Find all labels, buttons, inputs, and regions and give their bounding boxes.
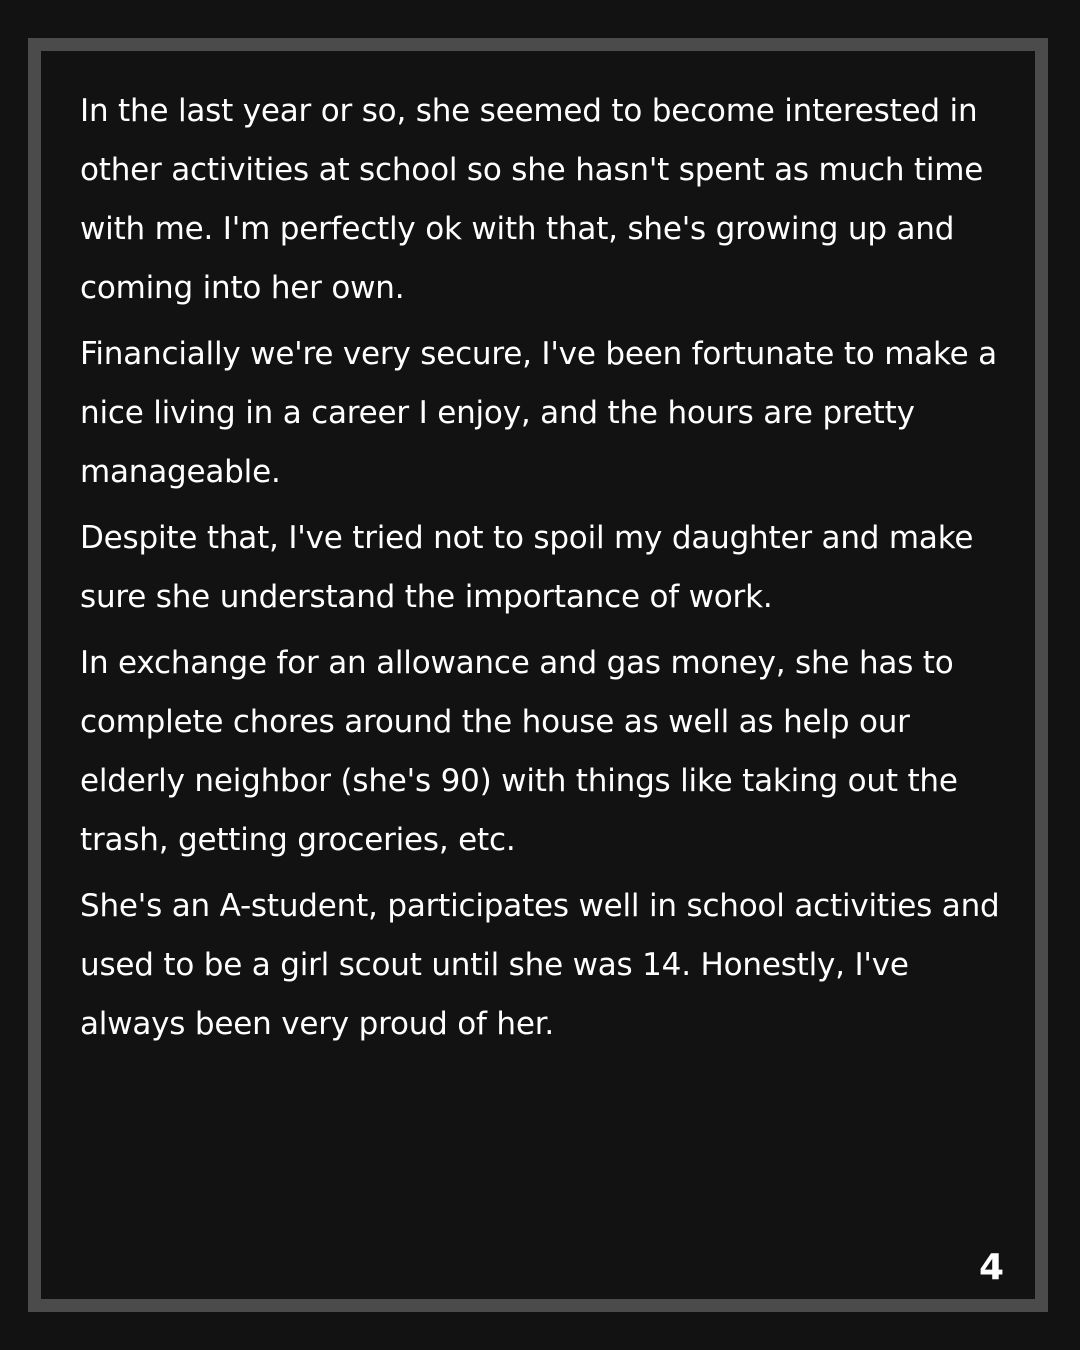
paragraph-5: She's an A-student, participates well in school activities and used to be a girl scout until she was 14. Honestly, I've always been very proud of her. [80, 888, 1000, 1042]
paragraph-2: Financially we're very secure, I've been fortunate to make a nice living in a career I enjoy, and the hours are pretty manageable. [80, 336, 997, 490]
page-number: 4 [978, 1247, 1004, 1288]
paragraph-3: Despite that, I've tried not to spoil my daughter and make sure she understand the importance of work. [80, 520, 974, 615]
paragraph-1: In the last year or so, she seemed to become interested in other activities at school so she hasn't spent as much time with me. I'm perfectly ok with that, she's growing up and coming into her own. [80, 93, 984, 306]
story-text [80, 82, 1000, 1061]
paragraph-4: In exchange for an allowance and gas money, she has to complete chores around the house as well as help our elderly neighbor (she's 90) with things like taking out the trash, getting groceries, etc. [80, 645, 958, 858]
